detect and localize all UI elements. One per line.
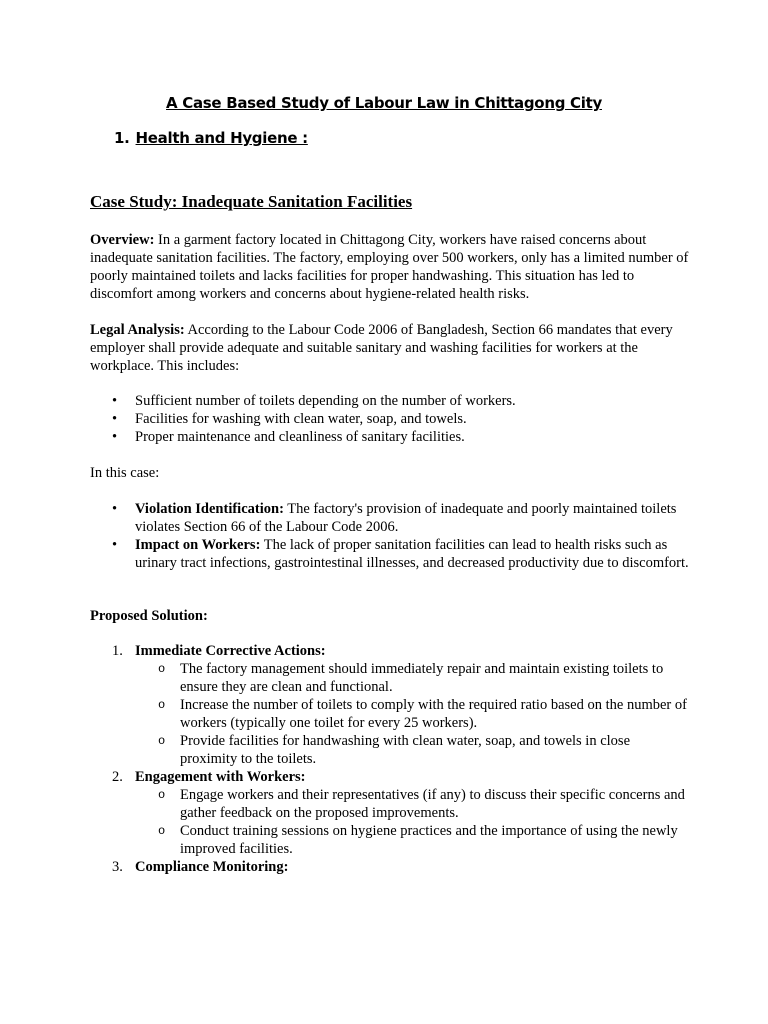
overview-paragraph <box>90 231 690 303</box>
bullet-icon: • <box>112 429 118 445</box>
solution-number: 1. <box>112 643 123 659</box>
section-heading <box>114 129 308 147</box>
legal-analysis-text: According to the Labour Code 2006 of Bangladesh, Section 66 mandates that every employer shall provide adequate and suitable sanitary and washing facilities for workers at the workplace. This includes: <box>90 322 673 374</box>
section-number: 1. <box>114 129 130 147</box>
circle-bullet-icon: o <box>158 788 166 802</box>
list-item-text: Proper maintenance and cleanliness of sanitary facilities. <box>135 429 465 445</box>
circle-bullet-icon: o <box>158 824 166 838</box>
sub-list-item-text: Provide facilities for handwashing with clean water, soap, and towels in close proximity to the toilets. <box>180 733 631 767</box>
legal-analysis-label: Legal Analysis: <box>90 322 185 338</box>
list-item <box>90 392 690 410</box>
case-point-label: Violation Identification: <box>135 501 284 517</box>
document-title: A Case Based Study of Labour Law in Chittagong City <box>166 94 602 112</box>
case-point-text: The lack of proper sanitation facilities can lead to health risks such as urinary tract infections, gastrointestinal illnesses, and decreased productivity due to discomfort. <box>135 537 689 571</box>
section-label: Health and Hygiene : <box>135 129 308 147</box>
solution-title: Compliance Monitoring: <box>135 859 289 875</box>
solution-title: Engagement with Workers: <box>135 769 306 785</box>
list-item <box>90 536 690 572</box>
sub-list-item <box>135 732 690 768</box>
case-point-label: Impact on Workers: <box>135 537 261 553</box>
solution-title: Immediate Corrective Actions: <box>135 643 326 659</box>
bullet-icon: • <box>112 411 118 427</box>
sub-list-item-text: Conduct training sessions on hygiene practices and the importance of using the newly improved facilities. <box>180 823 678 857</box>
list-item-text: Sufficient number of toilets depending on the number of workers. <box>135 393 516 409</box>
solution-sublist <box>135 786 690 858</box>
list-item <box>90 500 690 536</box>
sub-list-item-text: Engage workers and their representatives (if any) to discuss their specific concerns and gather feedback on the proposed improvements. <box>180 787 685 821</box>
case-points-list <box>90 500 690 572</box>
circle-bullet-icon: o <box>158 698 166 712</box>
sub-list-item <box>135 786 690 822</box>
requirements-list <box>90 392 690 446</box>
list-item-text: Facilities for washing with clean water, soap, and towels. <box>135 411 467 427</box>
sub-list-item <box>135 822 690 858</box>
overview-label: Overview: <box>90 232 155 248</box>
list-item <box>90 410 690 428</box>
bullet-icon: • <box>112 537 118 553</box>
sub-list-item-text: The factory management should immediately repair and maintain existing toilets to ensure they are clean and functional. <box>180 661 664 695</box>
solutions-list <box>90 642 690 876</box>
solution-item <box>90 642 690 768</box>
list-item <box>90 428 690 446</box>
solution-number: 3. <box>112 859 123 875</box>
case-point-text: The factory's provision of inadequate and poorly maintained toilets violates Section 66 of the Labour Code 2006. <box>135 501 677 535</box>
in-this-case-text: In this case: <box>90 465 160 481</box>
solution-item <box>90 858 690 876</box>
overview-text: In a garment factory located in Chittagong City, workers have raised concerns about inadequate sanitation facilities. The factory, employing over 500 workers, only has a limited number of poorly maintained toilets and lacks facilities for proper handwashing. This situation has led to discomfort among workers and concerns about hygiene-related health risks. <box>90 232 689 302</box>
bullet-icon: • <box>112 501 118 517</box>
legal-analysis-paragraph <box>90 321 690 375</box>
solution-number: 2. <box>112 769 123 785</box>
case-study-heading: Case Study: Inadequate Sanitation Facilities <box>90 192 413 211</box>
solution-sublist <box>135 660 690 768</box>
proposed-solution-heading: Proposed Solution: <box>90 608 208 624</box>
bullet-icon: • <box>112 393 118 409</box>
sub-list-item <box>135 696 690 732</box>
sub-list-item <box>135 660 690 696</box>
sub-list-item-text: Increase the number of toilets to comply with the required ratio based on the number of workers (typically one toilet for every 25 workers). <box>180 697 687 731</box>
circle-bullet-icon: o <box>158 662 166 676</box>
circle-bullet-icon: o <box>158 734 166 748</box>
solution-item <box>90 768 690 858</box>
